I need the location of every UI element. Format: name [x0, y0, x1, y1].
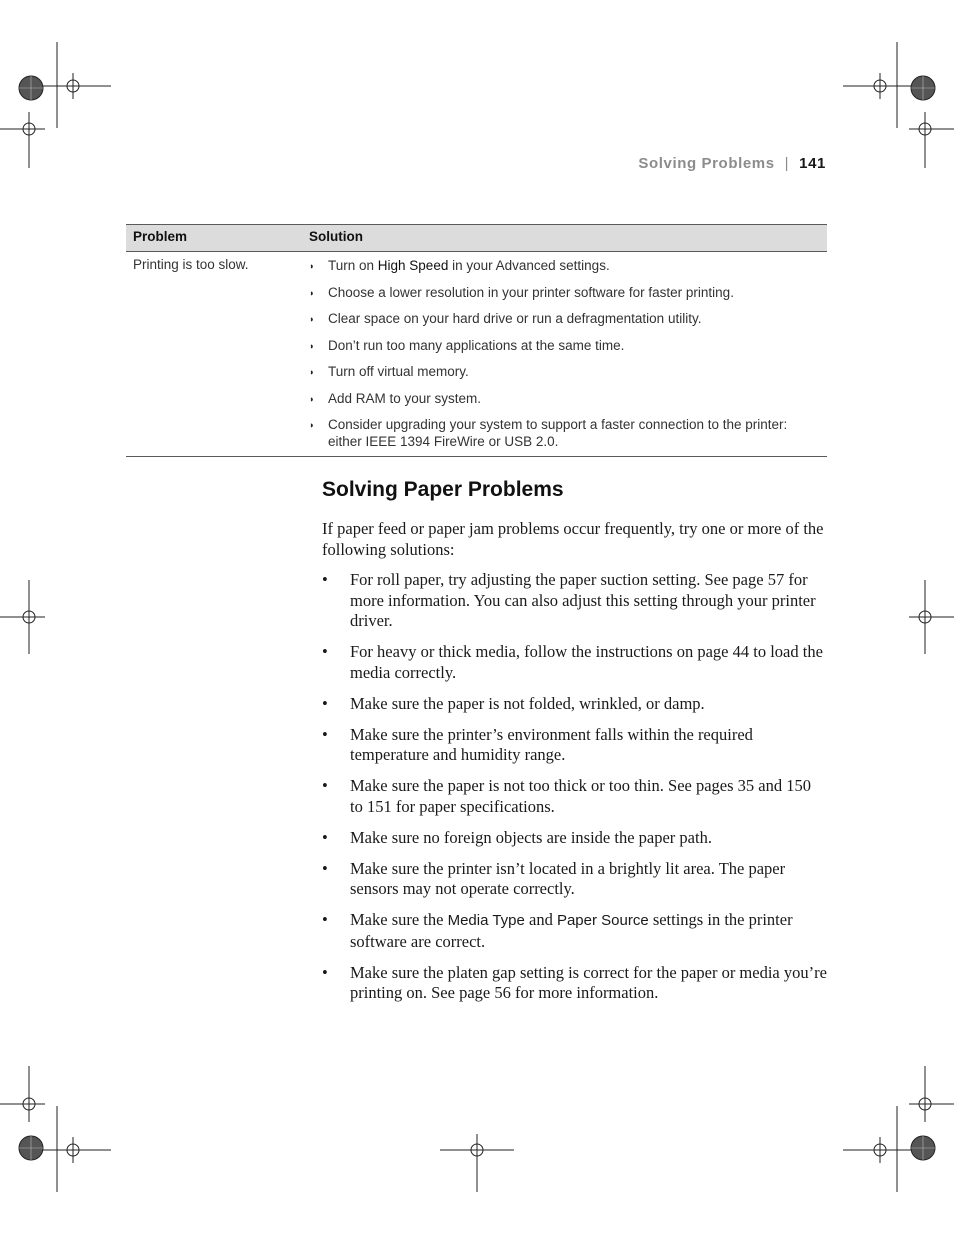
- solution-text-end: in your Advanced settings.: [448, 258, 610, 273]
- list-item-text: Make sure no foreign objects are inside the paper path.: [350, 827, 712, 847]
- table-header-problem: Problem: [133, 229, 188, 244]
- solution-item: [309, 337, 814, 354]
- ui-setting-paper-source: Paper Source: [556, 912, 649, 929]
- list-item: [322, 963, 827, 1004]
- bullet-dot-icon: •: [322, 776, 328, 795]
- bullet-dot-icon: •: [322, 910, 328, 929]
- running-header: [638, 155, 826, 172]
- bullet-dot-icon: •: [322, 962, 328, 982]
- list-item: [322, 725, 827, 766]
- paper-solutions-list: [322, 570, 827, 1014]
- list-item: [322, 859, 827, 900]
- triangle-bullet-icon: ◗: [309, 420, 315, 430]
- list-item-text: Make sure the platen gap setting is correct for the paper or media you’re printing on. See page 56 for more information.: [350, 962, 827, 1002]
- list-item: [322, 828, 827, 849]
- bullet-dot-icon: •: [322, 724, 328, 744]
- section-intro: If paper feed or paper jam problems occur frequently, try one or more of the following solutions:: [322, 519, 824, 559]
- list-item-text: Make sure the paper is not folded, wrinkled, or damp.: [350, 693, 705, 713]
- list-item: [322, 776, 827, 817]
- header-separator: |: [784, 155, 790, 172]
- triangle-bullet-icon: ◗: [309, 261, 315, 271]
- solution-text: Turn on: [328, 258, 378, 273]
- ui-setting-media-type: Media Type: [447, 912, 525, 929]
- triangle-bullet-icon: ◗: [309, 367, 315, 377]
- solution-item: [309, 416, 814, 450]
- solution-text: Choose a lower resolution in your printer software for faster printing.: [328, 284, 734, 300]
- list-item-text: Make sure the printer’s environment falls within the required temperature and humidity range.: [350, 724, 753, 764]
- solution-text: Turn off virtual memory.: [328, 364, 469, 379]
- solution-item: [309, 310, 814, 327]
- table-row: [126, 252, 827, 456]
- list-item: [322, 642, 827, 683]
- bullet-dot-icon: •: [322, 827, 328, 847]
- bullet-dot-icon: •: [322, 858, 328, 878]
- triangle-bullet-icon: ◗: [309, 287, 315, 298]
- solution-item: [309, 257, 814, 274]
- bullet-dot-icon: •: [322, 570, 328, 589]
- table-header-solution: Solution: [309, 229, 363, 244]
- solution-item: [309, 284, 814, 301]
- ui-setting-name: High Speed: [377, 258, 449, 273]
- page-number: 141: [799, 155, 826, 172]
- list-item: [322, 910, 827, 952]
- bullet-dot-icon: •: [322, 642, 328, 661]
- list-item-text-mid: and: [524, 910, 557, 929]
- solution-text: Add RAM to your system.: [328, 390, 482, 406]
- list-item-text: Make sure the printer isn’t located in a brightly lit area. The paper sensors may not operate correctly.: [350, 858, 786, 898]
- list-item-text: For roll paper, try adjusting the paper suction setting. See page 57 for more information. You can also adjust this setting through your printer driver.: [350, 570, 816, 630]
- solution-text: Don’t run too many applications at the same time.: [328, 337, 625, 353]
- triangle-bullet-icon: ◗: [309, 314, 315, 324]
- solution-text: Clear space on your hard drive or run a defragmentation utility.: [328, 311, 702, 326]
- solution-list: [309, 257, 814, 450]
- list-item-text: Make sure the paper is not too thick or too thin. See pages 35 and 150 to 151 for paper specifications.: [350, 776, 811, 816]
- problem-solution-table: [126, 224, 827, 457]
- solution-text: Consider upgrading your system to support a faster connection to the printer: either IEEE 1394 FireWire or USB 2.0.: [328, 417, 788, 449]
- table-header-row: [126, 225, 827, 252]
- problem-cell: Printing is too slow.: [133, 257, 249, 272]
- solution-item: [309, 363, 814, 380]
- bullet-dot-icon: •: [322, 693, 328, 713]
- list-item-text-end: settings in the printer software are correct.: [350, 910, 793, 951]
- triangle-bullet-icon: ◗: [309, 340, 315, 351]
- triangle-bullet-icon: ◗: [309, 393, 315, 404]
- list-item: [322, 570, 827, 632]
- solution-item: [309, 390, 814, 407]
- list-item: [322, 694, 827, 715]
- list-item-text: Make sure the: [350, 910, 448, 929]
- section-heading: Solving Paper Problems: [322, 478, 564, 501]
- list-item-text: For heavy or thick media, follow the instructions on page 44 to load the media correctly.: [350, 642, 823, 682]
- header-section-title: Solving Problems: [638, 155, 775, 172]
